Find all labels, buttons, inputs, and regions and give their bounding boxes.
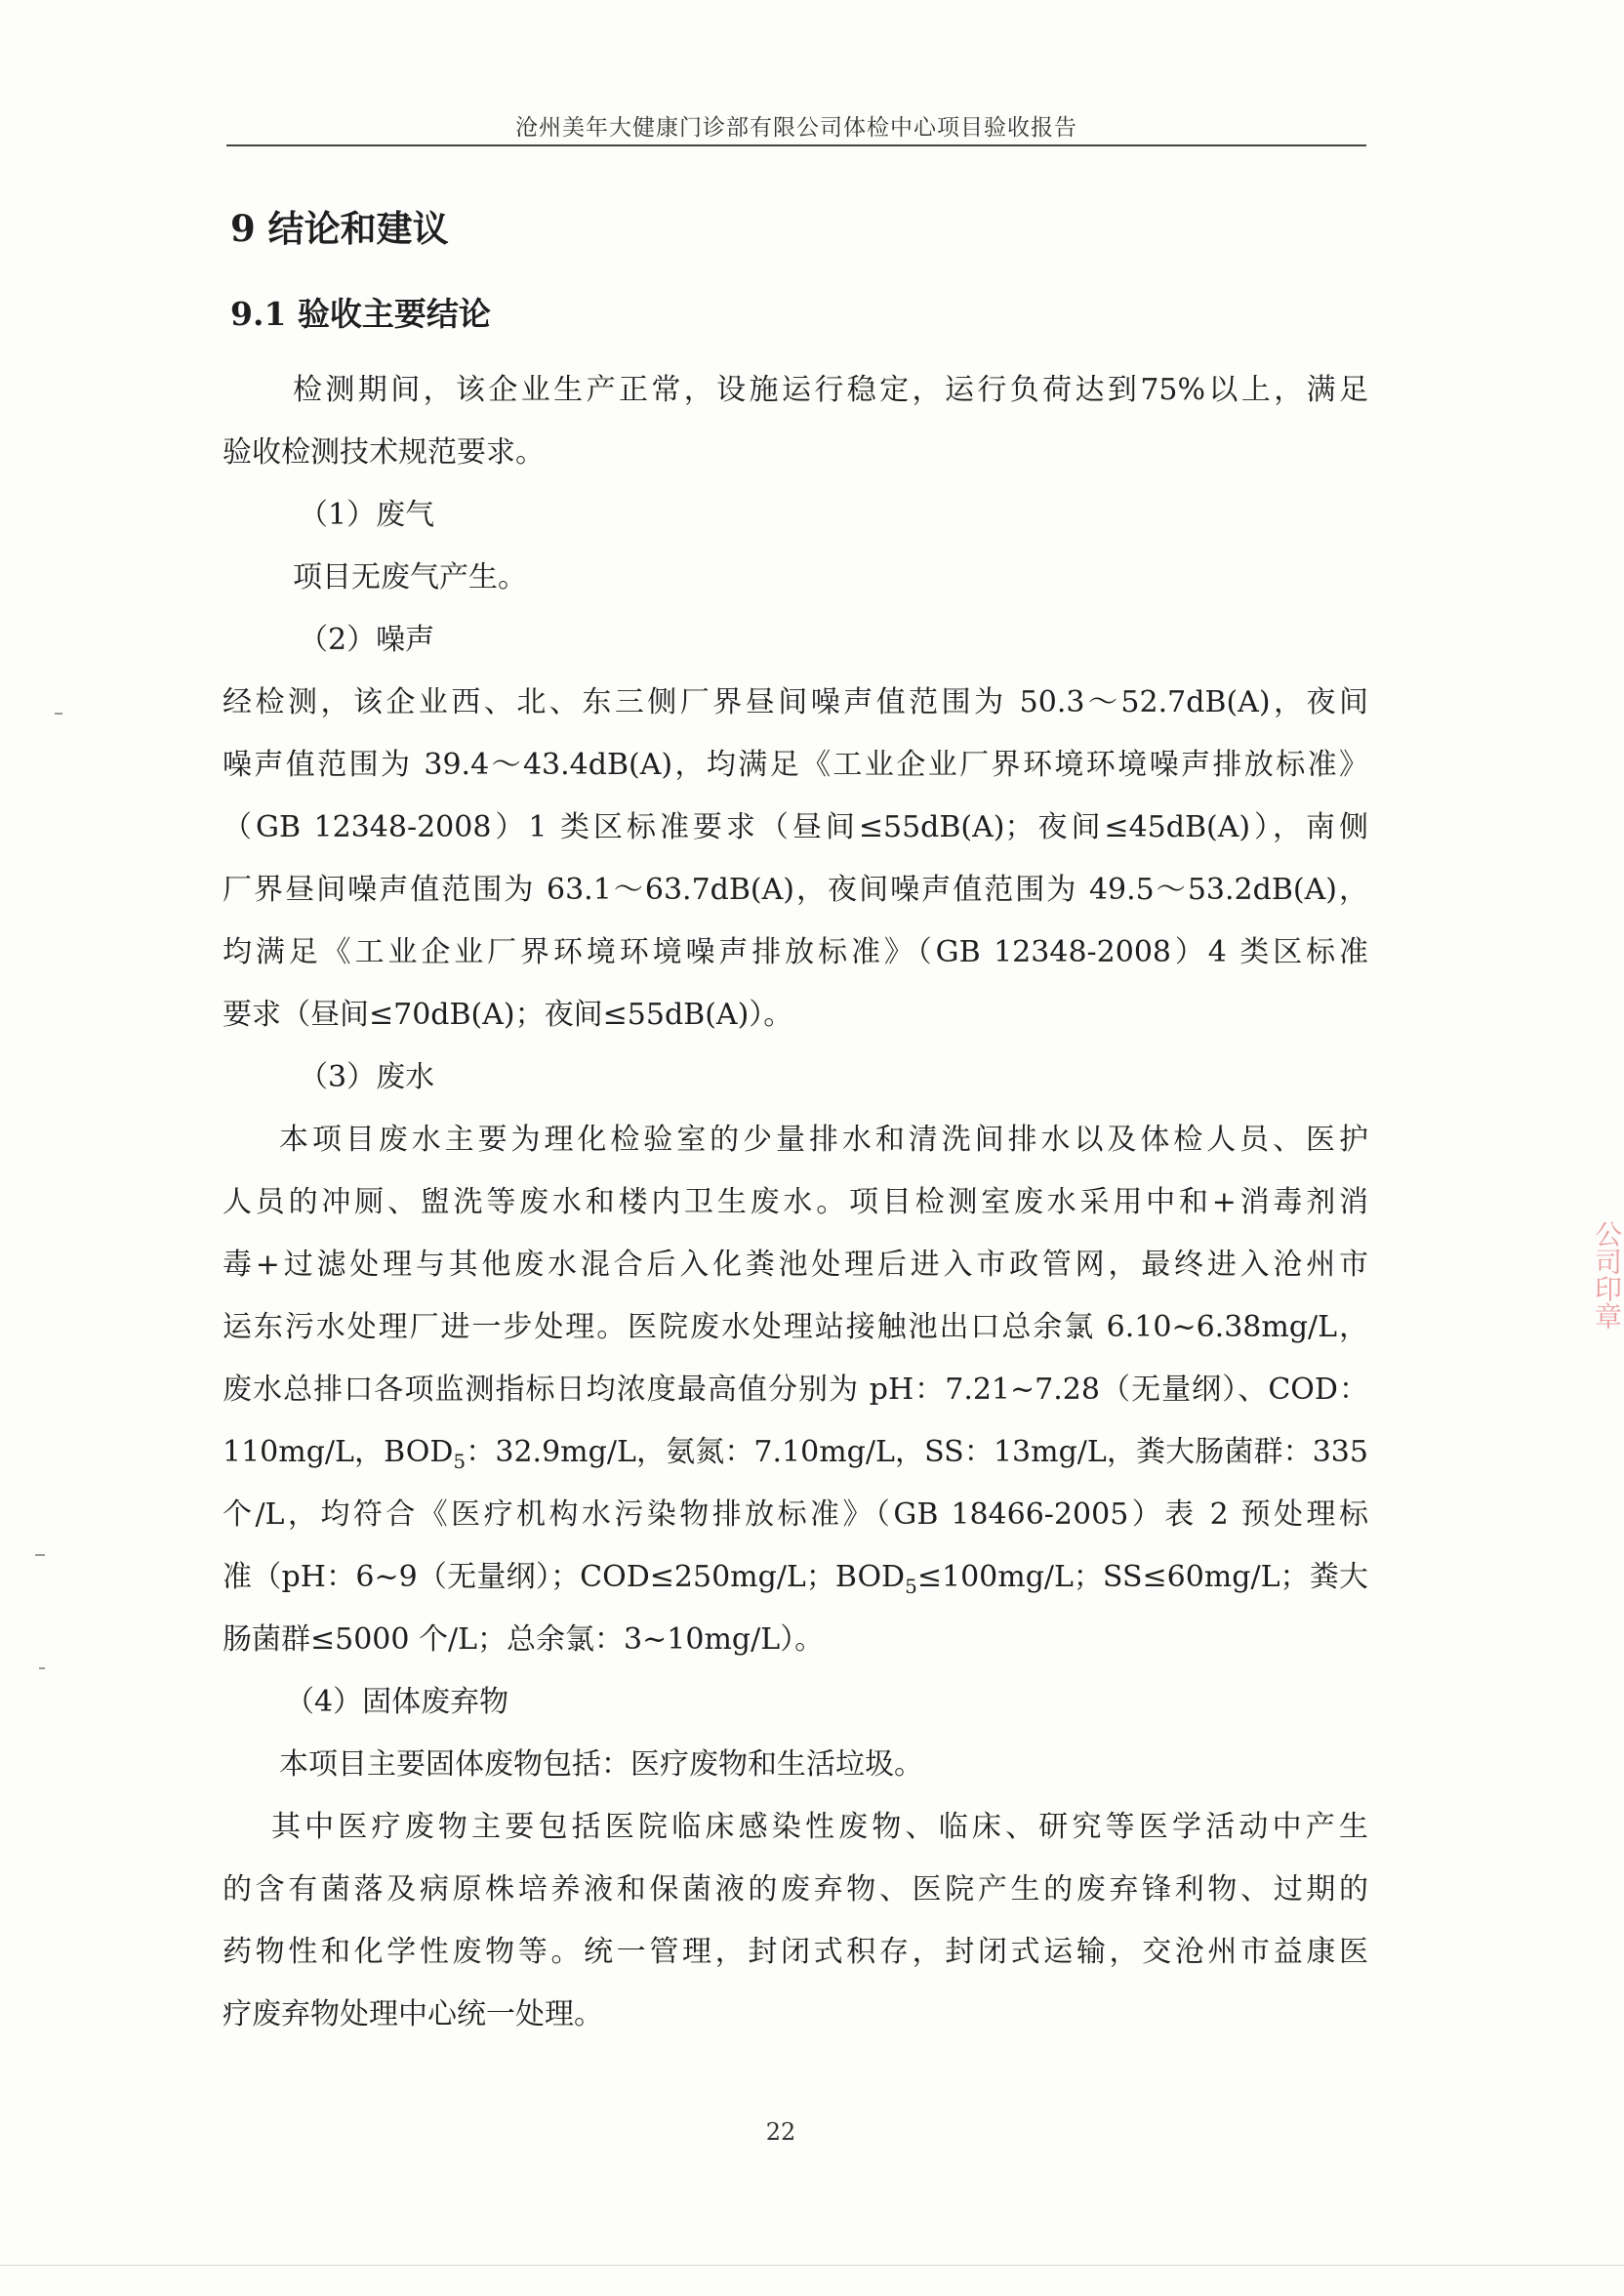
paragraph-line: 要求（昼间≤70dB(A)；夜间≤55dB(A)）。 xyxy=(223,998,793,1032)
scan-speck xyxy=(55,713,62,715)
paragraph-line xyxy=(223,1431,1368,1474)
paragraph-line: 厂界昼间噪声值范围为 63.1～63.7dB(A)，夜间噪声值范围为 49.5～53.2dB(A)， xyxy=(223,873,1368,907)
paragraph-line: 的含有菌落及病原株培养液和保菌液的废弃物、医院产生的废弃锋利物、过期的 xyxy=(223,1872,1368,1906)
paragraph-line: 项目无废气产生。 xyxy=(293,560,527,594)
paragraph-line: 肠菌群≤5000 个/L；总余氯：3~10mg/L）。 xyxy=(223,1622,825,1657)
scan-speck xyxy=(39,1667,45,1669)
item-heading-noise: （2）噪声 xyxy=(299,623,435,657)
item-heading-solid-waste: （4）固体废弃物 xyxy=(285,1685,509,1719)
paragraph-line: 疗废弃物处理中心统一处理。 xyxy=(223,1997,603,2031)
paragraph-line: 经检测，该企业西、北、东三侧厂界昼间噪声值范围为 50.3～52.7dB(A)，夜间 xyxy=(223,685,1368,719)
page-header: 沧州美年大健康门诊部有限公司体检中心项目验收报告 xyxy=(515,115,1077,141)
subscript: 5 xyxy=(453,1450,467,1473)
item-heading-exhaust: （1）废气 xyxy=(299,498,435,532)
paragraph-line: 毒+过滤处理与其他废水混合后入化粪池处理后进入市政管网，最终进入沧州市 xyxy=(223,1248,1368,1282)
section-heading: 9 结论和建议 xyxy=(230,207,449,250)
scan-edge-line xyxy=(0,2265,1624,2266)
paragraph-line: （GB 12348-2008）1 类区标准要求（昼间≤55dB(A)；夜间≤45dB(A)），南侧 xyxy=(223,810,1368,844)
subscript: 5 xyxy=(905,1575,917,1598)
paragraph-line: 验收检测技术规范要求。 xyxy=(223,435,545,470)
paragraph-line: 其中医疗废物主要包括医院临床感染性废物、临床、研究等医学活动中产生 xyxy=(271,1810,1368,1844)
header-divider xyxy=(226,144,1366,146)
paragraph-line: 检测期间，该企业生产正常，设施运行稳定，运行负荷达到75%以上，满足 xyxy=(293,373,1368,407)
paragraph-line: 废水总排口各项监测指标日均浓度最高值分别为 pH：7.21~7.28（无量纲）、COD： xyxy=(223,1373,1368,1407)
paragraph-line: 运东污水处理厂进一步处理。医院废水处理站接触池出口总余氯 6.10~6.38mg/L， xyxy=(223,1310,1368,1344)
scan-speck xyxy=(35,1554,45,1556)
paragraph-line: 均满足《工业企业厂界环境环境噪声排放标准》（GB 12348-2008）4 类区标准 xyxy=(223,935,1368,969)
text-run: 110mg/L，BOD xyxy=(223,1435,454,1469)
paragraph-line xyxy=(223,1556,1368,1599)
text-run: ：32.9mg/L，氨氮：7.10mg/L，SS：13mg/L，粪大肠菌群：335 xyxy=(466,1435,1368,1469)
paragraph-line: 个/L，均符合《医疗机构水污染物排放标准》（GB 18466-2005）表 2 预处理标 xyxy=(223,1497,1368,1532)
text-run: 准（pH：6~9（无量纲）；COD≤250mg/L；BOD xyxy=(223,1560,906,1594)
paragraph-line: 药物性和化学性废物等。统一管理，封闭式积存，封闭式运输，交沧州市益康医 xyxy=(223,1935,1368,1969)
paragraph-line: 噪声值范围为 39.4～43.4dB(A)，均满足《工业企业厂界环境环境噪声排放标准》 xyxy=(223,748,1368,782)
paragraph-line: 人员的冲厕、盥洗等废水和楼内卫生废水。项目检测室废水采用中和+消毒剂消 xyxy=(223,1185,1368,1219)
item-heading-wastewater: （3）废水 xyxy=(299,1060,435,1094)
paragraph-line: 本项目废水主要为理化检验室的少量排水和清洗间排水以及体检人员、医护 xyxy=(279,1123,1368,1157)
text-run: ≤100mg/L；SS≤60mg/L；粪大 xyxy=(916,1560,1368,1594)
page-number: 22 xyxy=(765,2118,796,2146)
partial-seal-stamp: 公司印章 xyxy=(1591,1220,1623,1330)
subsection-heading: 9.1 验收主要结论 xyxy=(230,295,491,333)
paragraph-line: 本项目主要固体废物包括：医疗废物和生活垃圾。 xyxy=(279,1747,923,1782)
